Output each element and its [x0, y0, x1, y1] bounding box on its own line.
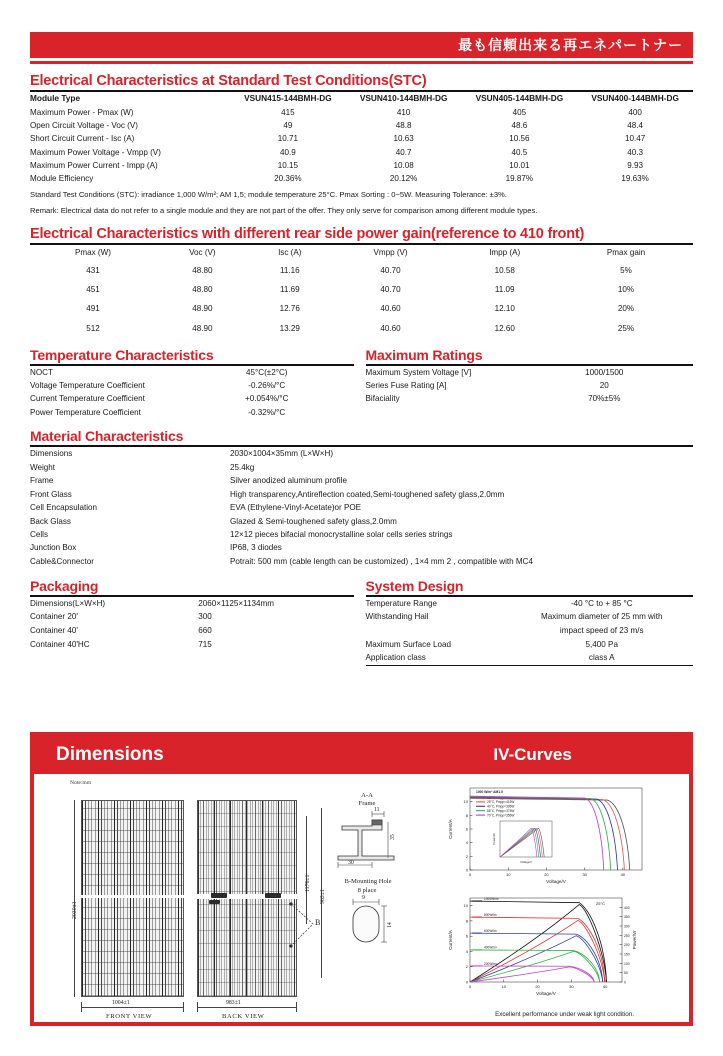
temperature-label: Voltage Temperature Coefficient [30, 381, 145, 391]
stc-value-0-1: 410 [396, 108, 411, 118]
system-design-label: Maximum Surface Load [365, 639, 451, 649]
max-ratings-section-title: Maximum Ratings [365, 347, 483, 364]
svg-text:1000W/m²: 1000W/m² [484, 896, 499, 901]
bifacial-cell-1: 48.80 [192, 285, 213, 295]
bifacial-row [30, 281, 693, 300]
svg-text:6: 6 [465, 933, 469, 939]
material-row [30, 542, 693, 555]
bifacial-cell-1: 48.90 [192, 304, 213, 314]
svg-text:2: 2 [465, 853, 469, 859]
temperature-row [30, 366, 354, 379]
material-row [30, 515, 693, 528]
bifacial-cell-2: 11.69 [279, 285, 300, 295]
temperature-value: +0.054%/°C [244, 394, 289, 404]
temperature-label: Power Temperature Coefficient [30, 407, 141, 417]
svg-text:0: 0 [465, 867, 469, 873]
front-view-group [81, 800, 184, 997]
datasheet-page [0, 32, 723, 1056]
stc-row [30, 146, 693, 159]
stc-value-0-0: 415 [281, 108, 295, 118]
stc-value-1-2: 48.6 [511, 121, 528, 131]
stc-value-4-3: 9.93 [627, 160, 643, 170]
system-design-label: Application class [365, 653, 426, 663]
material-value: 2030×1004×35mm (L×W×H) [230, 449, 334, 459]
side-dim-b-text: 963±1 [320, 889, 326, 904]
front-width-tick-right [183, 1002, 184, 1012]
model-header-3: VSUN400-144BMH-DG [591, 93, 679, 104]
stc-row-label: Short Circuit Current - Isc (A) [30, 134, 135, 144]
packaging-label: Container 40'HC [30, 639, 90, 649]
junction-box-left [211, 893, 227, 898]
max-rating-value: 20 [599, 381, 609, 391]
model-header-0: VSUN415-144BMH-DG [244, 93, 332, 104]
bifacial-table [30, 245, 693, 339]
packaging-table [30, 597, 354, 652]
mounting-hole-count: 8 place [357, 887, 377, 894]
svg-text:350: 350 [624, 915, 630, 920]
svg-text:Voltage/V: Voltage/V [520, 860, 533, 864]
packaging-label: Container 20' [30, 612, 78, 622]
stc-value-5-0: 20.36% [274, 173, 302, 183]
system-design-value: -40 °C to + 85 °C [570, 598, 633, 608]
hole-dim-h-text: 14 [387, 922, 393, 928]
side-dim-a-text: 1176±1 [305, 874, 311, 892]
svg-text:8: 8 [465, 812, 469, 818]
bifacial-cell-5: 10% [617, 285, 635, 295]
svg-text:40: 40 [602, 984, 608, 989]
svg-text:15°C, Pmpp=435W: 15°C, Pmpp=435W [487, 795, 515, 800]
svg-text:25°C, Pmpp=415W: 25°C, Pmpp=415W [487, 800, 515, 805]
material-label: Weight [30, 462, 56, 472]
max-rating-label: Bifaciality [365, 394, 400, 404]
svg-text:10: 10 [501, 984, 507, 989]
dimensions-drawing [34, 774, 440, 1022]
back-width-dim-text: 983±1 [226, 1000, 241, 1006]
svg-text:20: 20 [544, 872, 549, 877]
stc-value-4-1: 10.08 [393, 160, 414, 170]
stc-table [30, 92, 693, 185]
stc-value-2-3: 10.47 [624, 134, 646, 144]
svg-text:0: 0 [624, 980, 626, 985]
svg-text:Power/W: Power/W [492, 833, 497, 845]
stc-value-5-2: 19.87% [505, 173, 534, 183]
stc-row-label: Module Efficiency [30, 173, 94, 183]
bifacial-cell-5: 5% [620, 266, 632, 276]
stc-value-4-2: 10.01 [509, 160, 530, 170]
dimensions-title: Dimensions [56, 744, 164, 765]
bifacial-header-1: Voc (V) [189, 247, 216, 257]
material-row [30, 488, 693, 501]
packaging-value: 300 [198, 612, 212, 622]
material-row [30, 474, 693, 487]
stc-value-1-1: 48.8 [395, 121, 412, 131]
bifacial-cell-4: 10.58 [494, 266, 515, 276]
system-design-row [366, 610, 694, 624]
material-label: Cells [30, 529, 48, 539]
svg-text:150: 150 [624, 952, 630, 957]
system-design-row [366, 652, 694, 666]
svg-text:400W/m²: 400W/m² [484, 945, 498, 950]
material-label: Front Glass [30, 489, 72, 499]
stc-value-2-0: 10.71 [277, 134, 298, 144]
svg-text:50: 50 [624, 971, 628, 976]
svg-text:Current/A: Current/A [448, 930, 454, 950]
system-design-value: class A [588, 653, 615, 663]
svg-text:40: 40 [620, 872, 626, 877]
frame-dim-side-text: 35 [390, 834, 396, 840]
material-value: 12×12 pieces bifacial monocrystalline solar cells series strings [230, 529, 453, 539]
bifacial-cell-3: 40.70 [380, 285, 401, 295]
bifacial-cell-0: 451 [86, 285, 100, 295]
svg-text:55°C, Pmpp=375W: 55°C, Pmpp=375W [487, 809, 515, 813]
stc-value-2-1: 10.63 [393, 134, 414, 144]
svg-text:800W/m²: 800W/m² [484, 912, 498, 917]
svg-text:100: 100 [624, 961, 630, 966]
material-label: Back Glass [30, 516, 71, 526]
banner-tagline: 最も信頼出来る再エネパートナー [458, 37, 683, 53]
material-label: Dimensions [30, 449, 73, 459]
bifacial-header-row [30, 245, 693, 262]
stc-value-2-2: 10.56 [509, 134, 530, 144]
packaging-row [30, 638, 354, 652]
callout-b-label: B [315, 918, 321, 927]
bottom-panel-body [34, 774, 689, 1022]
material-value: Glazed & Semi-toughened safety glass,2.0mm [230, 516, 397, 526]
stc-footnote: Standard Test Conditions (STC): irradiance 1,000 W/m²; AM 1,5; module temperature 25°C. Pmax Sorting : 0~5W. Measuring Tolerance: ±3%. [30, 190, 507, 200]
svg-text:200W/m²: 200W/m² [484, 961, 498, 966]
max-ratings-column [362, 338, 694, 419]
svg-text:0: 0 [468, 872, 472, 877]
back-width-tick-left [197, 1002, 198, 1012]
stc-row-label: Open Circuit Voltage - Voc (V) [30, 121, 138, 131]
svg-text:10: 10 [463, 799, 469, 805]
material-table [30, 447, 693, 568]
back-width-dim-line [197, 1007, 297, 1008]
system-design-value: 5,400 Pa [585, 639, 618, 649]
bifacial-header-3: Vmpp (V) [373, 247, 408, 257]
packaging-row [30, 597, 354, 611]
max-rating-value: 1000/1500 [585, 367, 624, 377]
svg-text:1000 W/m² AM1.5: 1000 W/m² AM1.5 [476, 790, 503, 794]
stc-value-4-0: 10.15 [277, 160, 298, 170]
stc-row-label: Maximum Power Voltage - Vmpp (V) [30, 147, 161, 157]
max-rating-label: Maximum System Voltage [V] [365, 367, 472, 377]
material-label: Frame [30, 476, 54, 486]
bifacial-cell-3: 40.60 [380, 304, 401, 314]
temperature-table [30, 366, 354, 419]
front-width-tick-left [81, 1002, 82, 1012]
svg-text:70°C, Pmpp=356W: 70°C, Pmpp=356W [487, 813, 515, 818]
svg-text:4: 4 [465, 948, 469, 954]
stc-row [30, 107, 693, 120]
top-banner [30, 32, 693, 58]
stc-value-5-1: 20.12% [389, 173, 418, 183]
hole-dim-w-text: 9 [362, 895, 365, 901]
stc-value-3-3: 40.3 [627, 147, 643, 157]
max-rating-label: Series Fuse Rating [A] [365, 381, 447, 391]
svg-text:30: 30 [582, 872, 587, 877]
temperature-value: 45°C(±2°C) [245, 367, 288, 377]
bifacial-header-0: Pmax (W) [74, 247, 111, 257]
svg-text:300: 300 [624, 924, 630, 929]
system-design-value: impact speed of 23 m/s [559, 625, 644, 635]
section-aa-label: A-A [361, 792, 373, 799]
system-design-row [366, 597, 694, 611]
svg-text:8: 8 [465, 918, 469, 924]
back-width-tick-right [296, 1002, 297, 1012]
stc-row [30, 120, 693, 133]
bifacial-cell-3: 40.70 [380, 266, 401, 276]
bifacial-cell-4: 12.10 [494, 304, 515, 314]
system-design-column [362, 569, 694, 667]
material-row [30, 528, 693, 541]
junction-box-center [209, 900, 220, 904]
bifacial-cell-0: 512 [86, 323, 100, 333]
svg-text:10: 10 [506, 872, 511, 877]
svg-text:10: 10 [463, 903, 469, 909]
callout-b-leader [289, 902, 335, 950]
stc-value-5-3: 19.63% [621, 173, 649, 183]
bifacial-cell-1: 48.90 [192, 323, 213, 333]
material-row [30, 555, 693, 568]
banner-underline [30, 61, 693, 64]
note-unit-label: Note:mm [70, 780, 92, 786]
svg-text:600W/m²: 600W/m² [484, 928, 498, 933]
svg-text:0: 0 [468, 984, 472, 989]
packaging-value: 2060×1125×1134mm [198, 598, 274, 608]
system-design-section-title: System Design [365, 577, 464, 594]
bottom-panel [30, 732, 693, 1026]
packaging-row [30, 624, 354, 638]
svg-text:40°C, Pmpp=395W: 40°C, Pmpp=395W [487, 804, 515, 809]
bifacial-cell-4: 11.09 [494, 285, 515, 295]
system-design-label: Temperature Range [365, 598, 438, 608]
stc-value-3-0: 40.9 [279, 147, 296, 157]
junction-box-right [265, 893, 281, 898]
stc-value-1-3: 48.4 [627, 121, 643, 131]
system-design-row [366, 624, 694, 638]
max-ratings-table [366, 366, 694, 406]
iv-curves-caption: Excellent performance under weak light condition. [495, 1011, 635, 1018]
temperature-row [30, 393, 354, 406]
stc-value-0-3: 400 [628, 108, 642, 118]
temp-ratings-row [30, 338, 693, 419]
bifacial-cell-2: 12.76 [279, 304, 300, 314]
mounting-hole-label: B-Mounting Hole [344, 878, 392, 885]
front-width-dim-line [81, 1007, 184, 1008]
temperature-column [30, 338, 362, 419]
bifacial-cell-0: 491 [86, 304, 100, 314]
system-design-value: Maximum diameter of 25 mm with [541, 612, 663, 622]
svg-text:30: 30 [569, 984, 574, 989]
system-design-bottom-rule [366, 665, 694, 666]
bifacial-header-5: Pmax gain [606, 247, 646, 257]
bifacial-header-2: Isc (A) [278, 247, 302, 257]
material-row [30, 461, 693, 474]
material-section-title: Material Characteristics [30, 428, 184, 445]
bifacial-cell-3: 40.60 [380, 323, 401, 333]
bifacial-cell-5: 20% [617, 304, 635, 314]
stc-value-3-1: 40.7 [395, 147, 412, 157]
max-rating-row [366, 393, 694, 406]
material-value: High transparency,Antireflection coated,Semi-toughened safety glass,2.0mm [230, 489, 505, 499]
material-label: Cable&Connector [30, 556, 94, 566]
svg-text:Current/A: Current/A [448, 819, 454, 839]
system-design-row [366, 638, 694, 652]
model-header-1: VSUN410-144BMH-DG [359, 93, 448, 104]
frame-dim-top-text: 11 [374, 807, 380, 813]
material-value: IP68, 3 diodes [230, 543, 282, 553]
system-design-label: Withstanding Hail [365, 612, 429, 622]
bifacial-row [30, 300, 693, 319]
stc-row-label: Maximum Power - Pmax (W) [30, 108, 134, 118]
front-panel-center-gap [81, 895, 184, 898]
stc-row-label: Maximum Power Current - Impp (A) [30, 160, 158, 170]
bifacial-header-4: Impp (A) [489, 247, 521, 257]
stc-section-title: Electrical Characteristics at Standard Test Conditions(STC) [30, 73, 427, 89]
svg-text:25°C: 25°C [596, 901, 606, 906]
max-rating-row [366, 366, 694, 379]
stc-value-3-2: 40.5 [511, 147, 528, 157]
material-value: 25.4kg [230, 462, 255, 472]
temperature-section-title: Temperature Characteristics [30, 347, 214, 364]
svg-text:400: 400 [624, 905, 630, 910]
back-view-panel [197, 800, 297, 997]
svg-text:Voltage/V: Voltage/V [546, 879, 566, 884]
temperature-row [30, 406, 354, 419]
packaging-column [30, 569, 362, 667]
packaging-value: 715 [198, 639, 212, 649]
iv-curves-title: IV-Curves [493, 745, 572, 764]
stc-row [30, 172, 693, 185]
bifacial-row [30, 319, 693, 338]
back-view-group [197, 800, 297, 997]
temperature-value: -0.26%/°C [248, 381, 286, 391]
stc-header-row [30, 92, 693, 107]
frame-dim-bottom-text: 30 [348, 860, 354, 866]
temperature-row [30, 380, 354, 393]
height-dim-text: 2030±1 [72, 901, 78, 919]
bifacial-section-title: Electrical Characteristics with different rear side power gain(reference to 410 front) [30, 225, 585, 242]
svg-text:20: 20 [535, 984, 540, 989]
front-view-label: FRONT VIEW [106, 1013, 153, 1020]
material-value: EVA (Ethylene-Vinyl-Acetate)or POE [230, 503, 362, 513]
frame-detail-label: Frame [358, 800, 376, 807]
svg-text:6: 6 [465, 826, 469, 832]
packaging-row [30, 610, 354, 624]
svg-text:250: 250 [624, 933, 630, 938]
model-header-2: VSUN405-144BMH-DG [475, 93, 564, 104]
material-value: Potrait: 500 mm (cable length can be customized) , 1×4 mm 2 , compatible with MC4 [230, 556, 533, 566]
svg-text:Voltage/V: Voltage/V [536, 991, 556, 996]
iv-curve-irradiance-chart [444, 892, 654, 1010]
bifacial-cell-5: 25% [617, 323, 635, 333]
height-dim-line [74, 800, 75, 997]
bifacial-cell-2: 13.29 [279, 323, 300, 333]
bifacial-row [30, 262, 693, 281]
temperature-label: Current Temperature Coefficient [30, 394, 145, 404]
module-type-label: Module Type [30, 93, 81, 104]
packaging-label: Container 40' [30, 625, 78, 635]
front-width-dim-text: 1004±1 [112, 1000, 130, 1006]
svg-text:Power/W: Power/W [632, 930, 638, 950]
temperature-value: -0.32%/°C [248, 407, 286, 417]
packaging-value: 660 [198, 625, 212, 635]
front-view-panel [81, 800, 184, 997]
svg-text:2: 2 [465, 964, 469, 970]
max-rating-value: 70%±5% [588, 394, 621, 404]
material-row [30, 501, 693, 514]
stc-value-0-2: 405 [512, 108, 527, 118]
material-label: Junction Box [30, 543, 77, 553]
iv-curve-temperature-chart [444, 780, 654, 892]
stc-remark: Remark: Electrical data do not refer to a single module and they are not part of the offer. They only serve for comparison among different module types. [30, 206, 538, 216]
bifacial-cell-1: 48.80 [192, 266, 213, 276]
material-row [30, 447, 693, 460]
bottom-panel-header [34, 736, 689, 774]
stc-value-1-0: 49 [283, 121, 293, 131]
iv-curves-pane [440, 774, 689, 1022]
material-value: Silver anodized aluminum profile [230, 476, 347, 486]
bifacial-cell-2: 11.16 [279, 266, 300, 276]
packaging-label: Dimensions(L×W×H) [30, 598, 106, 608]
stc-row [30, 133, 693, 146]
packaging-system-row [30, 569, 693, 667]
temperature-label: NOCT [30, 367, 53, 377]
svg-text:0: 0 [465, 979, 469, 985]
system-design-label [366, 624, 511, 638]
bifacial-cell-4: 12.60 [494, 323, 515, 333]
max-rating-row [366, 380, 694, 393]
packaging-section-title: Packaging [30, 577, 99, 594]
material-label: Cell Encapsulation [30, 503, 98, 513]
back-view-label: BACK VIEW [222, 1013, 265, 1020]
svg-text:200: 200 [624, 943, 630, 948]
system-design-table [366, 597, 694, 666]
bifacial-cell-0: 431 [86, 266, 100, 276]
stc-row [30, 159, 693, 172]
svg-text:4: 4 [465, 840, 469, 846]
